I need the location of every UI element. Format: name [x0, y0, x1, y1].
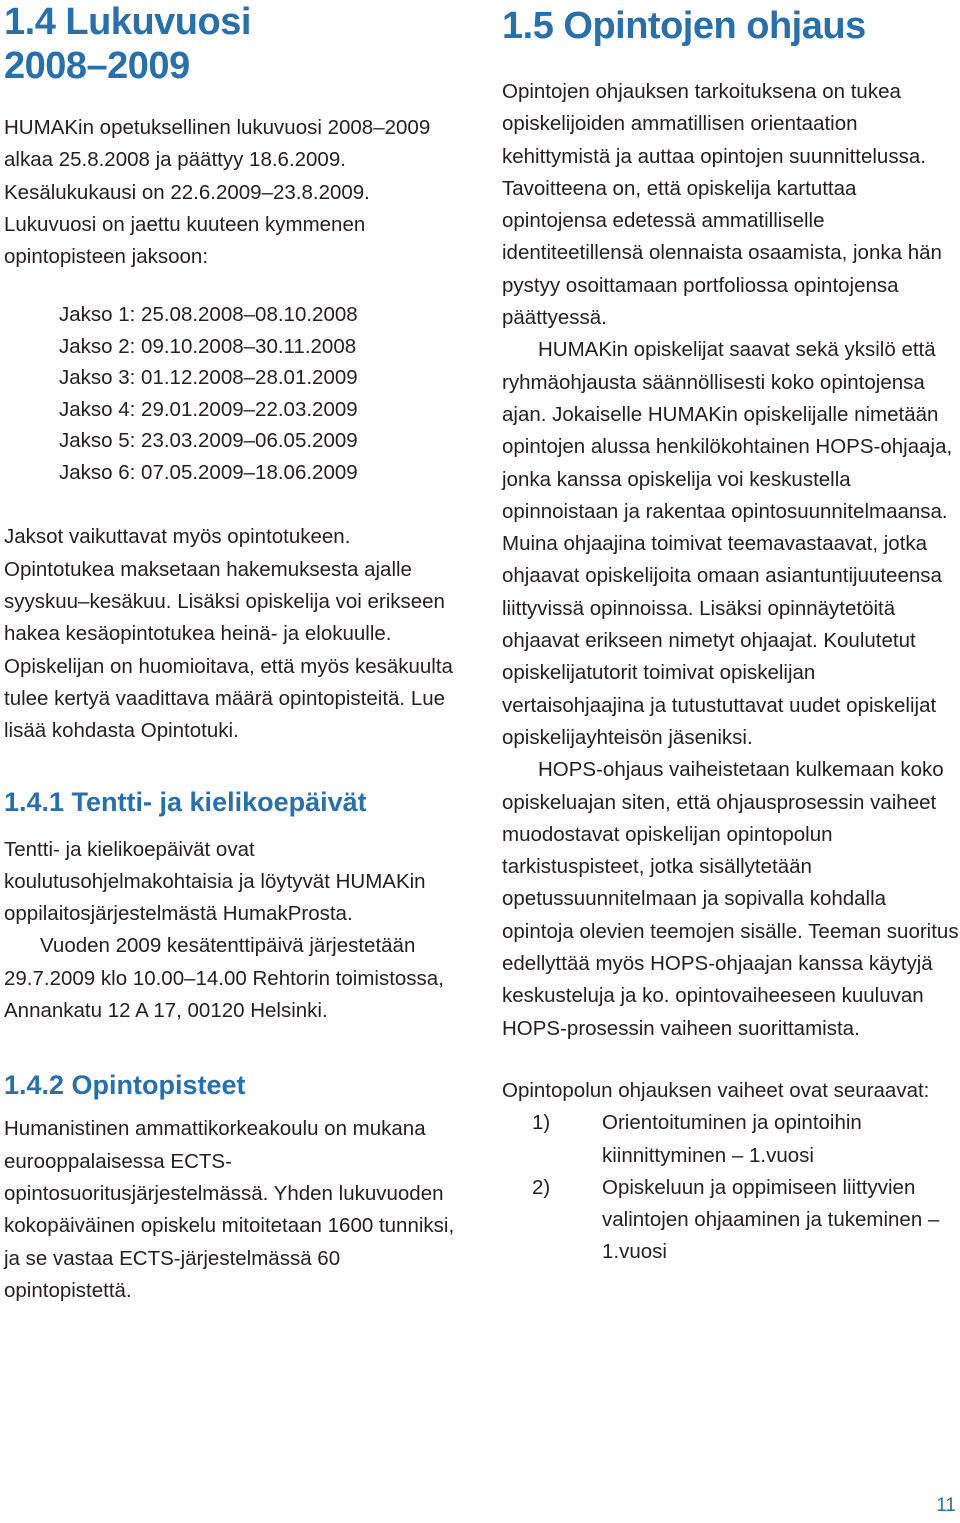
- section-title-lukuvuosi: 1.4 Lukuvuosi 2008–2009: [4, 1, 251, 87]
- subsection-title-exams: 1.4.1 Tentti- ja kielikoepäivät: [4, 786, 367, 817]
- period-item: Jakso 2: 09.10.2008–30.11.2008: [59, 334, 357, 358]
- guidance-step: [502, 1107, 960, 1172]
- guidance-paragraph-1: Opintojen ohjauksen tarkoituksena on tukea opiskelijoiden ammatillisen orientaation kehittymistä ja auttaa opintojen suunnittelussa. Tavoitteena on, että opiskelija kartuttaa opintojensa edetessä ammatilliselle identiteetillensä olennaista osaamista, jonka hän pystyy osoittamaan portfoliossa opintojensa päättyessä.: [502, 80, 942, 330]
- study-support-paragraph: Jaksot vaikuttavat myös opintotukeen. Opintotukea maksetaan hakemuksesta ajalle syyskuu–kesäkuu. Lisäksi opiskelija voi erikseen hakea kesäopintotukea heinä- ja elokuulle. Opiskelijan on huomioitava, että myös kesäkuulta tulee kertyä vaadittava määrä opintopisteitä. Lue lisää kohdasta Opintotuki.: [4, 525, 453, 743]
- guidance-paragraph-3: HOPS-ohjaus vaiheistetaan kulkemaan koko opiskeluajan siten, että ohjausprosessin vaiheet muodostavat opiskelijan opintopolun tarkistuspisteet, jotka sisällytetään opetussuunnitelmaan ja sopivalla kohdalla opintoja olevien teemojen sisälle. Teeman suoritus edellyttää myös HOPS-ohjaajan kanssa käytyjä keskusteluja ja ko. opintovaiheeseen kuuluvan HOPS-prosessin vaiheen suorittamista.: [502, 758, 959, 1040]
- guidance-paragraph-4: Opintopolun ohjauksen vaiheet ovat seuraavat:: [502, 1078, 930, 1102]
- exams-paragraph-1: Tentti- ja kielikoepäivät ovat koulutusohjelmakohtaisia ja löytyvät HUMAKin oppilaitosjärjestelmästä HumakProsta.: [4, 837, 426, 926]
- left-column: [4, 0, 474, 1307]
- period-item: Jakso 4: 29.01.2009–22.03.2009: [59, 397, 358, 421]
- step-number: 2): [532, 1175, 551, 1199]
- period-item: Jakso 6: 07.05.2009–18.06.2009: [59, 460, 358, 484]
- period-item: Jakso 5: 23.03.2009–06.05.2009: [59, 429, 358, 453]
- guidance-paragraph-2: HUMAKin opiskelijat saavat sekä yksilö että ryhmäohjausta säännöllisesti koko opintojensa ajan. Jokaiselle HUMAKin opiskelijalle nimetään opintojen alussa henkilökohtainen HOPS-ohjaaja, jonka kanssa opiskelija voi keskustella opinnoistaan ja rakentaa opintosuunnitelmaansa. Muina ohjaajina toimivat teemavastaavat, jotka ohjaavat opiskelijoita omaan asiantuntijuuteensa liittyvissä opinnoissa. Lisäksi opinnäytetöitä ohjaavat erikseen nimetyt ohjaajat. Koulutetut opiskelijatutorit toimivat opiskelijan vertaisohjaajina ja tutustuttavat uudet opiskelijat opiskelijayhteisön jäseniksi.: [502, 338, 953, 749]
- guidance-steps-list: [502, 1107, 960, 1268]
- step-text: Opiskeluun ja oppimiseen liittyvien valintojen ohjaaminen ja tukeminen – 1.vuosi: [602, 1175, 940, 1264]
- page-number: 11: [936, 1495, 956, 1516]
- guidance-step: [502, 1172, 960, 1269]
- credits-paragraph: Humanistinen ammattikorkeakoulu on mukana eurooppalaisessa ECTS-opintosuoritusjärjestelmässä. Yhden lukuvuoden kokopäiväinen opiskelu mitoitetaan 1600 tunniksi, ja se vastaa ECTS-järjestelmässä 60 opintopistettä.: [4, 1117, 455, 1302]
- right-column: [502, 0, 960, 1269]
- period-list: [4, 299, 474, 488]
- exams-paragraph-2: Vuoden 2009 kesätenttipäivä järjestetään 29.7.2009 klo 10.00–14.00 Rehtorin toimistossa, Annankatu 12 A 17, 00120 Helsinki.: [4, 934, 444, 1023]
- subsection-title-credits: 1.4.2 Opintopisteet: [4, 1070, 246, 1101]
- section-title-opintojen-ohjaus: 1.5 Opintojen ohjaus: [502, 5, 866, 47]
- step-text: Orientoituminen ja opintoihin kiinnittyminen – 1.vuosi: [602, 1111, 862, 1167]
- step-number: 1): [532, 1111, 551, 1135]
- intro-paragraph: HUMAKin opetuksellinen lukuvuosi 2008–2009 alkaa 25.8.2008 ja päättyy 18.6.2009. Kesälukukausi on 22.6.2009–23.8.2009. Lukuvuosi on jaettu kuuteen kymmenen opintopisteen jaksoon:: [4, 116, 431, 269]
- period-item: Jakso 1: 25.08.2008–08.10.2008: [59, 303, 358, 327]
- period-item: Jakso 3: 01.12.2008–28.01.2009: [59, 366, 358, 390]
